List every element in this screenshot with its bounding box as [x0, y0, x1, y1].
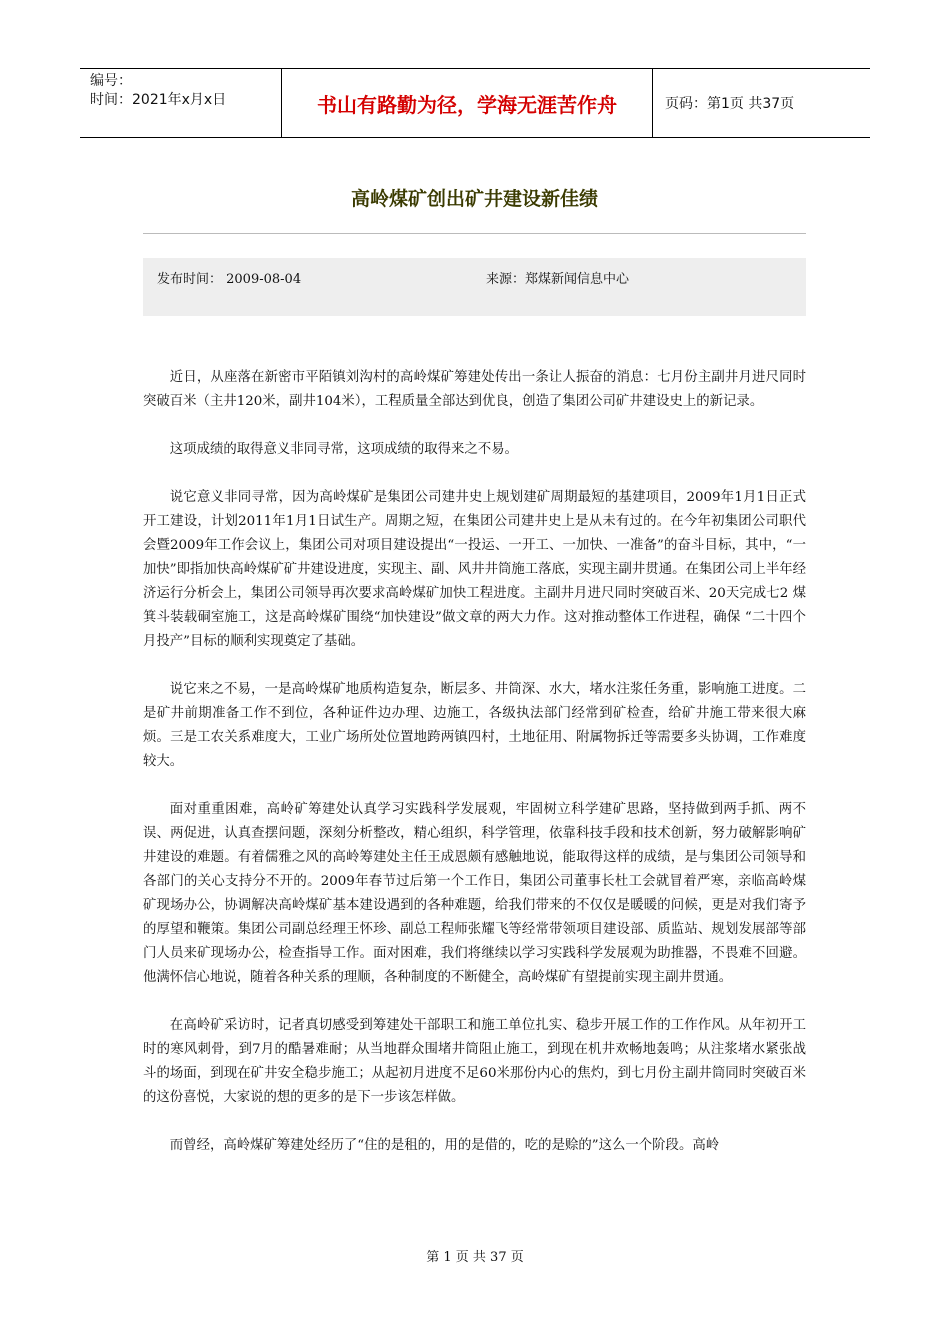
paragraph: 在高岭矿采访时，记者真切感受到筹建处干部职工和施工单位扎实、稳步开展工作的工作作风。从年初开工时的寒风刺骨，到7月的酷暑难耐；从当地群众围堵井筒阻止施工，到现在机井欢畅地轰鸣；从注浆堵水紧张战斗的场面，到现在矿井安全稳步施工；从起初月进度不足60米那份内心的焦灼，到七月份主副井筒同时突破百米的这份喜悦，大家说的想的更多的是下一步该怎样做。 — [143, 1018, 806, 1105]
motto: 书山有路勤为径，学海无涯苦作舟 — [282, 69, 653, 137]
article-info-bar — [143, 258, 806, 316]
page-info: 页码：第1页 共37页 — [665, 96, 795, 112]
article-body — [143, 366, 806, 1182]
header-meta — [80, 69, 282, 137]
paragraph: 这项成绩的取得意义非同寻常，这项成绩的取得来之不易。 — [169, 442, 518, 457]
title-divider — [143, 233, 806, 234]
header-table — [80, 68, 870, 138]
publish-time: 发布时间： 2009-08-04 — [157, 272, 302, 287]
article-source: 来源：郑煤新闻信息中心 — [486, 272, 630, 287]
paragraph: 说它意义非同寻常，因为高岭煤矿是集团公司建井史上规划建矿周期最短的基建项目，2009年1月1日正式开工建设，计划2011年1月1日试生产。周期之短，在集团公司建井史上是从未有过的。在今年初集团公司职代会暨2009年工作会议上，集团公司对项目建设提出“一投运、一开工、一加快、一准备”的奋斗目标，其中，“一加快”即指加快高岭煤矿矿井建设进度，实现主、副、风井井筒施工落底，实现主副井贯通。在集团公司上半年经济运行分析会上，集团公司领导再次要求高岭煤矿加快工程进度。主副井月进尺同时突破百米、20天完成七2 煤箕斗装载硐室施工，这是高岭煤矿围绕“加快建设”做文章的两大力作。这对推动整体工作进程，确保 “二十四个月投产”目标的顺利实现奠定了基础。 — [143, 490, 806, 649]
paragraph: 面对重重困难，高岭矿筹建处认真学习实践科学发展观，牢固树立科学建矿思路，坚持做到两手抓、两不误、两促进，认真查摆问题，深刻分析整改，精心组织，科学管理，依靠科技手段和技术创新，努力破解影响矿井建设的难题。有着儒雅之风的高岭筹建处主任王成恩颇有感触地说，能取得这样的成绩，是与集团公司领导和各部门的关心支持分不开的。2009年春节过后第一个工作日，集团公司董事长杜工会就冒着严寒，亲临高岭煤矿现场办公，协调解决高岭煤矿基本建设遇到的各种难题，给我们带来的不仅仅是暖暖的问候，更是对我们寄予的厚望和鞭策。集团公司副总经理王怀珍、副总工程师张耀飞等经常带领项目建设部、质监站、规划发展部等部门人员来矿现场办公，检查指导工作。面对困难，我们将继续以学习实践科学发展观为助推器，不畏难不回避。他满怀信心地说，随着各种关系的理顺，各种制度的不断健全，高岭煤矿有望提前实现主副井贯通。 — [143, 802, 806, 985]
article-title: 高岭煤矿创出矿井建设新佳绩 — [350, 188, 598, 210]
page-footer: 第 1 页 共 37 页 — [426, 1250, 524, 1265]
paragraph: 近日，从座落在新密市平陌镇刘沟村的高岭煤矿筹建处传出一条让人振奋的消息：七月份主副井月进尺同时突破百米（主井120米，副井104米），工程质量全部达到优良，创造了集团公司矿井建设史上的新记录。 — [143, 370, 806, 409]
time-label: 时间：2021年x月x日 — [90, 92, 227, 108]
number-label: 编号： — [90, 73, 132, 89]
paragraph: 而曾经，高岭煤矿筹建处经历了“住的是租的，用的是借的，吃的是赊的”这么一个阶段。高岭 — [169, 1138, 720, 1153]
paragraph: 说它来之不易，一是高岭煤矿地质构造复杂，断层多、井筒深、水大，堵水注浆任务重，影响施工进度。二是矿井前期准备工作不到位，各种证件边办理、边施工，各级执法部门经常到矿检查，给矿井施工带来很大麻烦。三是工农关系难度大，工业广场所处位置地跨两镇四村，土地征用、附属物拆迁等需要多头协调，工作难度较大。 — [143, 682, 806, 769]
